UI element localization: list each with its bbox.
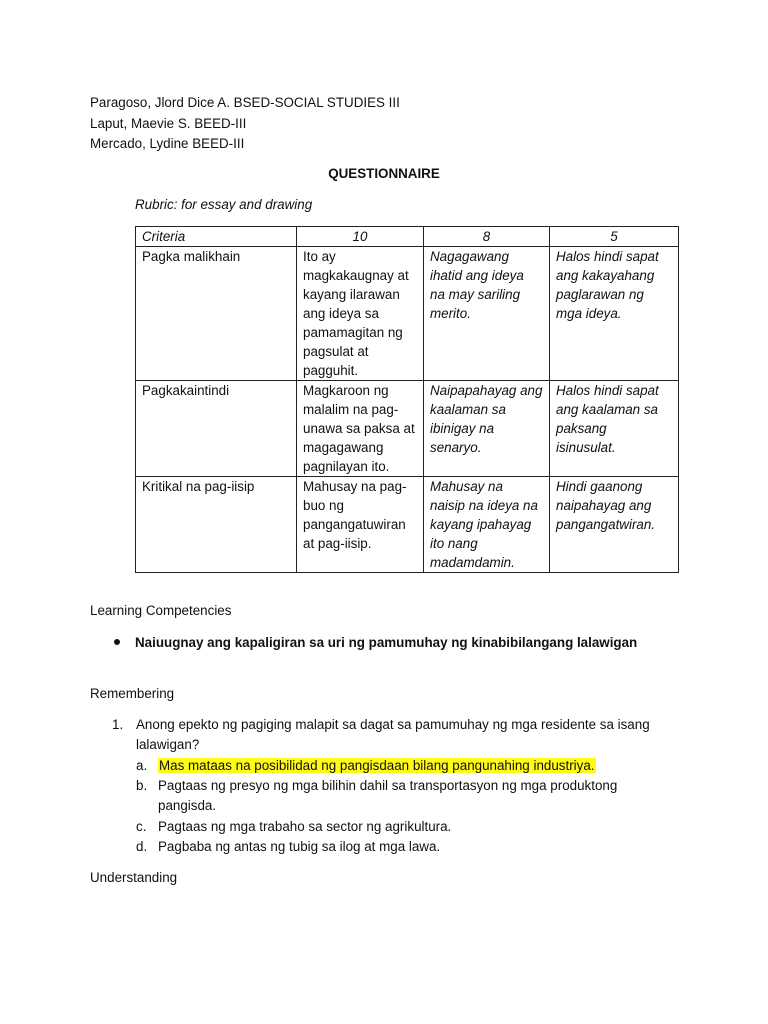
rubric-cell-line: na may sariling	[430, 287, 521, 302]
rubric-header-5: 5	[550, 227, 679, 247]
choice-letter: c.	[136, 819, 147, 834]
rubric-cell-line: magkakaugnay at	[303, 268, 409, 283]
rubric-cell-line: Halos hindi sapat	[556, 249, 659, 264]
rubric-cell-line: at pag-iisip.	[303, 536, 372, 551]
rubric-cell-line: Ito ay	[303, 249, 336, 264]
choice-letter: d.	[136, 839, 148, 854]
rubric-cell-line: pagnilayan ito.	[303, 459, 390, 474]
rubric-cell-line: isinusulat.	[556, 440, 616, 455]
rubric-cell-10	[297, 381, 424, 477]
rubric-cell-line: Nagagawang	[430, 249, 509, 264]
rubric-header-10: 10	[297, 227, 424, 247]
learning-competencies-heading: Learning Competencies	[90, 603, 232, 618]
rubric-cell-line: Hindi gaanong	[556, 479, 643, 494]
rubric-cell-line: pagguhit.	[303, 363, 359, 378]
rubric-cell-line: madamdamin.	[430, 555, 515, 570]
choice-text	[158, 756, 596, 775]
author-line-2: Laput, Maevie S. BEED-III	[90, 116, 247, 131]
learning-competency-item: Naiuugnay ang kapaligiran sa uri ng pamumuhay ng kinabibilangang lalawigan	[135, 635, 638, 650]
rubric-cell-line: Naipapahayag ang	[430, 383, 543, 398]
rubric-cell-5	[550, 477, 679, 573]
rubric-cell-line: ibinigay na	[430, 421, 495, 436]
choice-letter: a.	[136, 758, 148, 773]
rubric-table	[135, 226, 679, 573]
rubric-criteria-cell: Pagka malikhain	[136, 247, 297, 381]
rubric-cell-line: unawa sa paksa at	[303, 421, 415, 436]
remembering-heading: Remembering	[90, 686, 175, 701]
rubric-cell-line: paglarawan ng	[556, 287, 644, 302]
page-title: QUESTIONNAIRE	[328, 166, 440, 181]
table-row	[136, 477, 679, 573]
rubric-cell-line: ito nang	[430, 536, 478, 551]
rubric-cell-line: ihatid ang ideya	[430, 268, 524, 283]
rubric-cell-8	[424, 247, 550, 381]
rubric-cell-line: ang ideya sa	[303, 306, 379, 321]
rubric-cell-line: buo ng	[303, 498, 344, 513]
table-row	[136, 247, 679, 381]
question-number: 1.	[112, 717, 124, 732]
choice-text: Pagtaas ng mga trabaho sa sector ng agrikultura.	[158, 819, 452, 834]
rubric-cell-line: merito.	[430, 306, 471, 321]
rubric-cell-5	[550, 247, 679, 381]
choice-text: pangisda.	[158, 798, 217, 813]
understanding-heading: Understanding	[90, 870, 178, 885]
rubric-cell-line: malalim na pag-	[303, 402, 399, 417]
rubric-cell-line: Halos hindi sapat	[556, 383, 659, 398]
rubric-cell-line: ang kaalaman sa	[556, 402, 658, 417]
rubric-cell-line: kayang ipahayag	[430, 517, 532, 532]
rubric-cell-5	[550, 381, 679, 477]
rubric-criteria-cell: Pagkakaintindi	[136, 381, 297, 477]
rubric-cell-line: kayang ilarawan	[303, 287, 400, 302]
rubric-cell-line: pangangatuwiran	[303, 517, 406, 532]
question-text-line-2: lalawigan?	[136, 737, 200, 752]
highlighted-answer: Mas mataas na posibilidad ng pangisdaan bilang pangunahing industriya.	[159, 758, 595, 773]
rubric-cell-line: Mahusay na	[430, 479, 503, 494]
choice-text: Pagtaas ng presyo ng mga bilihin dahil sa transportasyon ng mga produktong	[158, 778, 618, 793]
rubric-cell-line: naisip na ideya na	[430, 498, 538, 513]
table-row	[136, 381, 679, 477]
choice-letter: b.	[136, 778, 148, 793]
rubric-cell-10	[297, 477, 424, 573]
rubric-header-row	[136, 227, 679, 247]
rubric-cell-line: Magkaroon ng	[303, 383, 389, 398]
rubric-cell-10	[297, 247, 424, 381]
rubric-cell-line: magagawang	[303, 440, 384, 455]
rubric-header-criteria: Criteria	[136, 227, 297, 247]
rubric-cell-line: paksang	[556, 421, 607, 436]
rubric-header-8: 8	[424, 227, 550, 247]
rubric-cell-8	[424, 381, 550, 477]
rubric-caption: Rubric: for essay and drawing	[135, 197, 313, 212]
choice-text: Pagbaba ng antas ng tubig sa ilog at mga lawa.	[158, 839, 441, 854]
rubric-cell-line: naipahayag ang	[556, 498, 652, 513]
rubric-cell-line: pagsulat at	[303, 344, 369, 359]
rubric-cell-line: senaryo.	[430, 440, 482, 455]
rubric-cell-line: ang kakayahang	[556, 268, 655, 283]
rubric-cell-line: kaalaman sa	[430, 402, 506, 417]
author-line-1: Paragoso, Jlord Dice A. BSED-SOCIAL STUDIES III	[90, 95, 400, 110]
rubric-cell-line: pamamagitan ng	[303, 325, 403, 340]
author-line-3: Mercado, Lydine BEED-III	[90, 136, 245, 151]
question-text-line-1: Anong epekto ng pagiging malapit sa dagat sa pamumuhay ng mga residente sa isang	[136, 717, 650, 732]
rubric-criteria-cell: Kritikal na pag-iisip	[136, 477, 297, 573]
rubric-cell-line: Mahusay na pag-	[303, 479, 407, 494]
rubric-cell-8	[424, 477, 550, 573]
rubric-cell-line: mga ideya.	[556, 306, 622, 321]
bullet-icon	[114, 639, 120, 645]
rubric-cell-line: pangangatwiran.	[556, 517, 656, 532]
